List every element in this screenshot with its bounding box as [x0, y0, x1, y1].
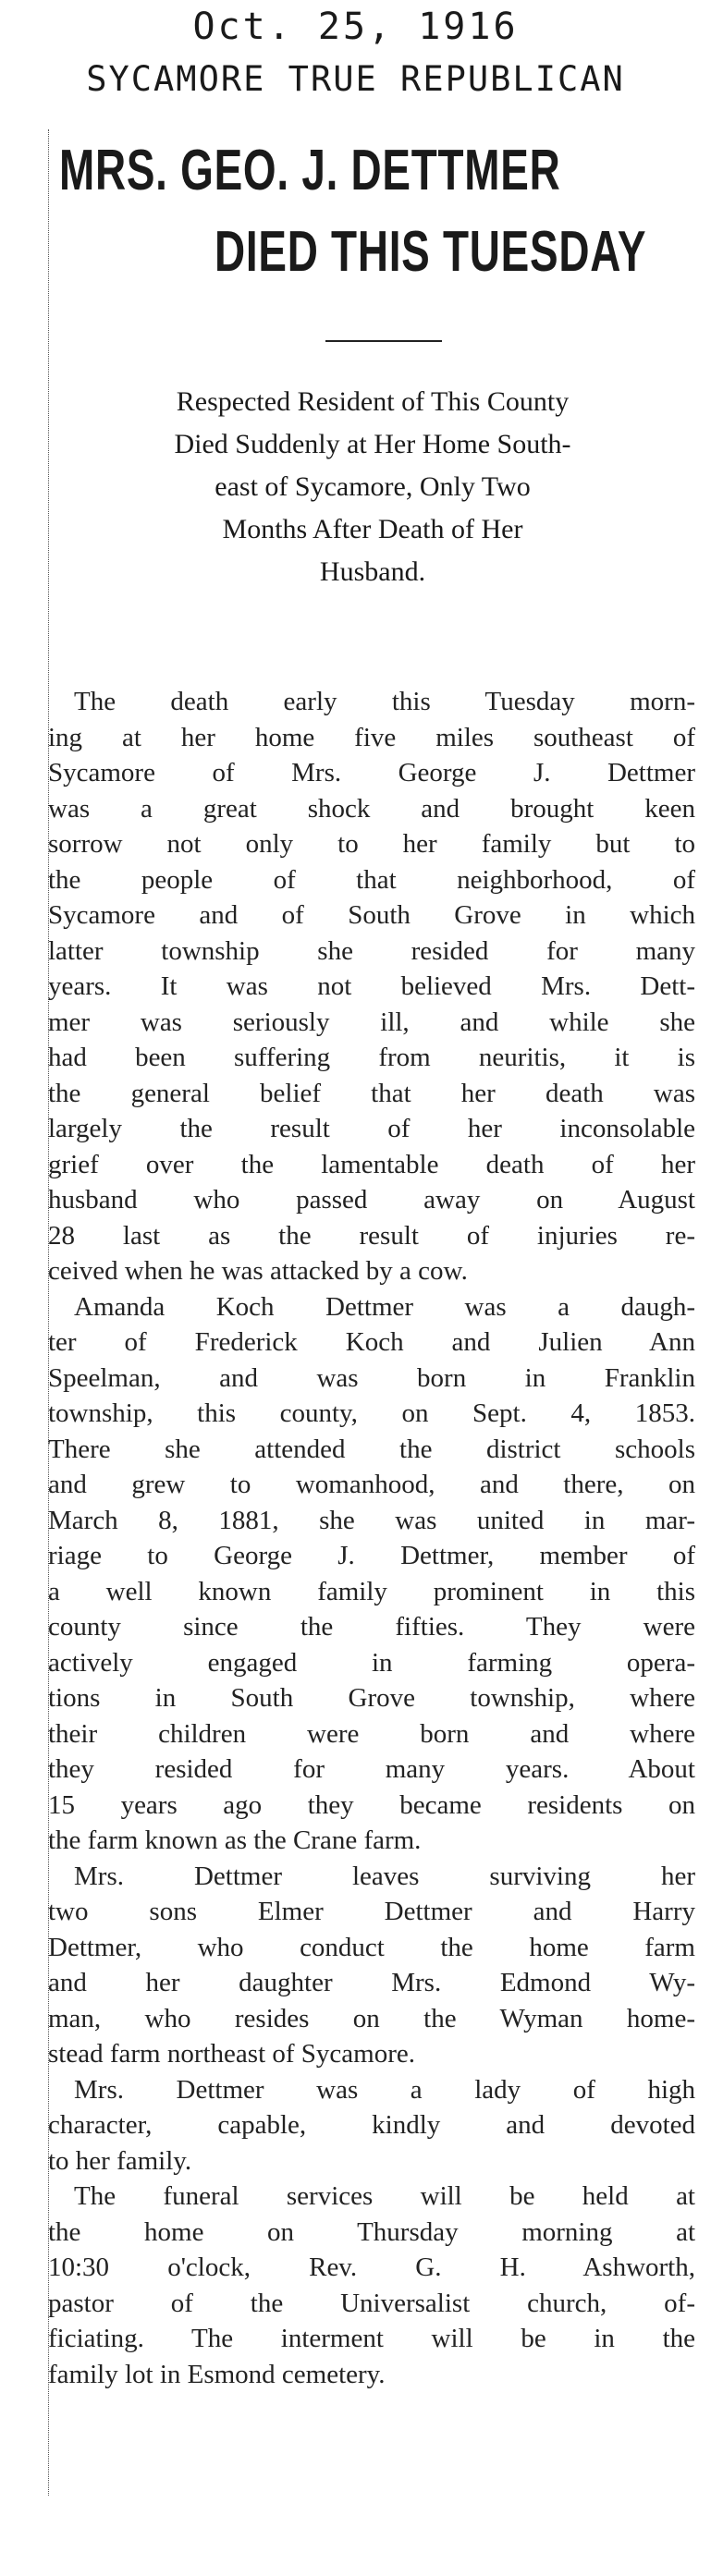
body-line: tions in South Grove township, where — [48, 1683, 695, 1713]
body-line: Sycamore of Mrs. George J. Dettmer — [48, 758, 695, 787]
newspaper-masthead: SYCAMORE TRUE REPUBLICAN — [86, 59, 625, 99]
deck-line: Died Suddenly at Her Home South- — [174, 429, 571, 459]
body-line: The funeral services will be held at — [74, 2181, 695, 2211]
body-line: Amanda Koch Dettmer was a daugh- — [74, 1291, 695, 1322]
body-line: and her daughter Mrs. Edmond Wy- — [48, 1968, 695, 1997]
body-line: they resided for many years. About — [48, 1754, 695, 1784]
body-line: county since the fifties. They were — [48, 1612, 695, 1642]
body-line: ficiating. The interment will be in the — [48, 2324, 695, 2353]
body-line: largely the result of her inconsolable — [48, 1114, 695, 1143]
body-line: pastor of the Universalist church, of- — [48, 2288, 695, 2318]
deck-line: Months After Death of Her — [222, 514, 523, 544]
body-line: their children were born and where — [48, 1718, 695, 1749]
headline-line-2: DIED THIS TUESDAY — [215, 220, 647, 284]
deck-line: Husband. — [319, 556, 426, 587]
subheadline-deck — [54, 381, 692, 593]
body-line: family lot in Esmond cemetery. — [48, 2359, 386, 2389]
body-line: township, this county, on Sept. 4, 1853. — [48, 1398, 695, 1428]
body-line: character, capable, kindly and devoted — [48, 2110, 695, 2140]
body-line: There she attended the district schools — [48, 1434, 695, 1464]
deck-line: Respected Resident of This County — [176, 386, 570, 417]
body-line: husband who passed away on August — [48, 1185, 695, 1215]
body-line: riage to George J. Dettmer, member of — [48, 1541, 695, 1570]
body-line: the farm known as the Crane farm. — [48, 1825, 422, 1855]
body-line: latter township she resided for many — [48, 935, 695, 966]
body-line: 28 last as the result of injuries re- — [48, 1220, 695, 1251]
body-line: mer was seriously ill, and while she — [48, 1007, 695, 1037]
body-line: Dettmer, who conduct the home farm — [48, 1932, 695, 1962]
body-line: grief over the lamentable death of her — [48, 1149, 695, 1179]
headline-line-1: MRS. GEO. J. DETTMER — [59, 139, 561, 202]
body-line: Mrs. Dettmer leaves surviving her — [74, 1861, 695, 1891]
body-line: Speelman, and was born in Franklin — [48, 1362, 695, 1393]
body-line: ter of Frederick Koch and Julien Ann — [48, 1327, 695, 1357]
body-line: ing at her home five miles southeast of — [48, 722, 695, 752]
body-line: 15 years ago they became residents on — [48, 1789, 695, 1820]
body-line: two sons Elmer Dettmer and Harry — [48, 1897, 695, 1926]
deck-line: east of Sycamore, Only Two — [215, 471, 531, 502]
body-line: and grew to womanhood, and there, on — [48, 1470, 695, 1499]
body-line: Mrs. Dettmer was a lady of high — [74, 2074, 695, 2105]
body-line: 10:30 o'clock, Rev. G. H. Ashworth, — [48, 2252, 695, 2282]
body-line: stead farm northeast of Sycamore. — [48, 2039, 415, 2069]
body-line: the people of that neighborhood, of — [48, 864, 695, 895]
body-line: a well known family prominent in this — [48, 1576, 695, 1606]
dateline: Oct. 25, 1916 — [192, 6, 519, 48]
body-line: man, who resides on the Wyman home- — [48, 2003, 695, 2033]
article-body — [48, 684, 695, 2392]
body-line: the home on Thursday morning at — [48, 2216, 695, 2247]
headline-divider — [325, 340, 442, 342]
body-line: the general belief that her death was — [48, 1078, 695, 1108]
body-line: The death early this Tuesday morn- — [74, 687, 695, 716]
body-line: ceived when he was attacked by a cow. — [48, 1256, 468, 1286]
body-line: years. It was not believed Mrs. Dett- — [48, 971, 695, 1001]
body-line: actively engaged in farming opera- — [48, 1647, 695, 1678]
body-line: sorrow not only to her family but to — [48, 829, 695, 859]
body-line: was a great shock and brought keen — [48, 793, 695, 824]
body-line: March 8, 1881, she was united in mar- — [48, 1505, 695, 1535]
body-line: Sycamore and of South Grove in which — [48, 900, 695, 930]
body-line: to her family. — [48, 2145, 192, 2176]
body-line: had been suffering from neuritis, it is — [48, 1043, 695, 1072]
